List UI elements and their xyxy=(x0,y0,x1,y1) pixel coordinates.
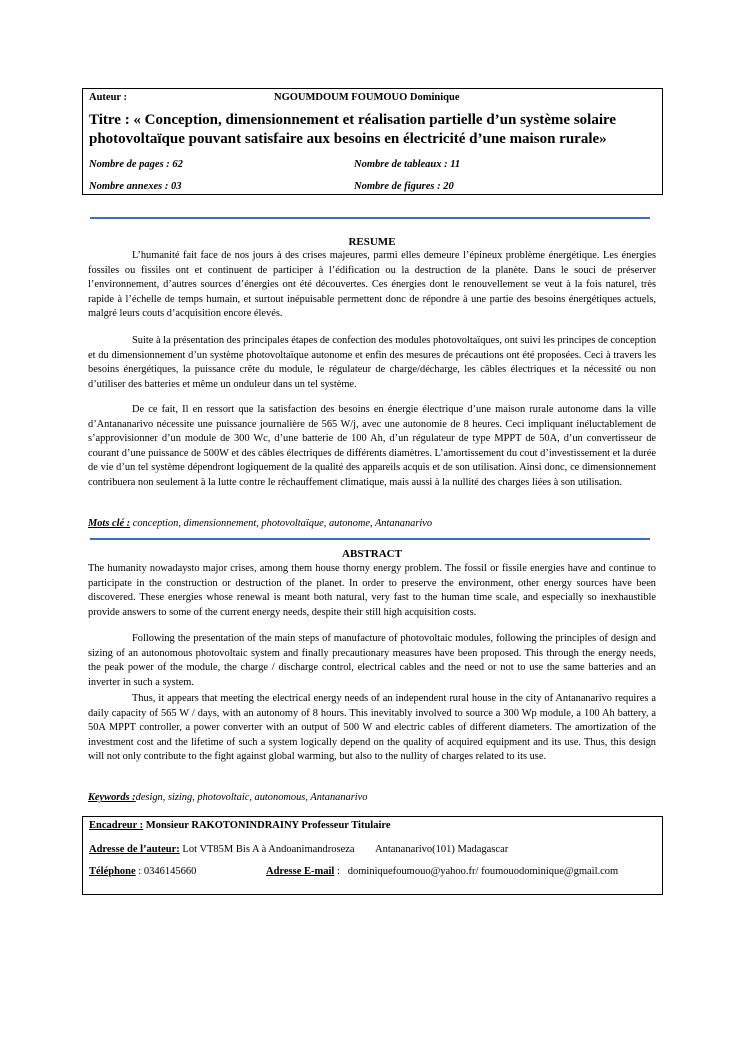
abstract-p1: The humanity nowadaysto major crises, among them house thorny energy problem. The fossil or fissile energies have and continue to participate in the construction or destruction of the planet. In order to preserve the environment, other energy sources have been discovered. These energies whose renewal is meant both natural, very fast to the human time scale, and especially so inexhaustible provide answers to some of the current energy needs, despite their still high acquisition costs. xyxy=(88,563,656,618)
supervisor-row xyxy=(89,820,391,831)
resume-keywords xyxy=(88,518,432,529)
document-title: Titre : « Conception, dimensionnement et réalisation partielle d’un système solaire photovoltaïque pouvant satisfaire aux besoins en électricité d’une maison rurale» xyxy=(89,112,617,147)
separator-line xyxy=(90,217,650,219)
page-count: Nombre de pages : 62 xyxy=(89,159,183,170)
resume-p2: Suite à la présentation des principales étapes de confection des modules photovoltaïques, ont suivi les principes de conception et du dimensionnement d’un système photovoltaïque autonome et enfin des mesures de précautions ont été proposées. Ceci à travers les besoins énergétiques, la puissance crête du module, le régulateur de charge/décharge, les câbles électriques et la nécessité ou non d’utiliser des batteries et même un onduleur dans un tel système. xyxy=(88,335,657,390)
supervisor-label: Encadreur : xyxy=(89,820,144,831)
separator-line xyxy=(90,538,650,540)
email-row xyxy=(266,866,618,877)
resume-heading: RESUME xyxy=(348,236,396,248)
abstract-paragraph xyxy=(88,692,656,765)
email-label: Adresse E-mail xyxy=(266,866,335,877)
keywords-text: conception, dimensionnement, photovoltaïque, autonome, Antananarivo xyxy=(130,518,433,529)
figure-count: Nombre de figures : 20 xyxy=(354,181,454,192)
keywords-label: Keywords : xyxy=(88,792,136,803)
email-address[interactable]: : dominiquefoumouo@yahoo.fr/ foumouodominique@gmail.com xyxy=(334,866,619,877)
abstract-p2: Following the presentation of the main steps of manufacture of photovoltaic modules, following the principles of design and sizing of an autonomous photovoltaic system and finally precautionary measures have been proposed. This through the energy needs, the peak power of the module, the charge / discharge control, electrical cables and the need or not to use the same batteries and an inverter in such a system. xyxy=(88,633,656,688)
address-row xyxy=(89,844,508,855)
annex-count: Nombre annexes : 03 xyxy=(89,181,182,192)
phone-label: Téléphone xyxy=(89,866,136,877)
abstract-keywords xyxy=(88,792,368,803)
address-text: Lot VT85M Bis A à Andoanimandroseza Antananarivo(101) Madagascar xyxy=(179,844,509,855)
keywords-text: design, sizing, photovoltaic, autonomous, Antananarivo xyxy=(135,792,368,803)
author-label: Auteur : xyxy=(89,92,128,103)
resume-paragraph xyxy=(88,249,656,322)
header-box xyxy=(82,88,663,195)
resume-paragraph xyxy=(88,403,656,491)
author-name: NGOUMDOUM FOUMOUO Dominique xyxy=(274,92,460,103)
resume-p1: L’humanité fait face de nos jours à des crises majeures, parmi elles demeure l’épineux problème énergétique. Les énergies fossiles ou fissiles ont et continuent de participer à l’édification ou la destruction de la planète. Dans le souci de préserver l’environnement, d’autres sources d’énergies ont été découvertes. Ces énergies dont le renouvellement se veut à la fois naturel, très rapide à l’échelle de temps humain, et surtout inépuisable permettent donc de répondre à une partie des besoins énergétiques actuels, malgré leurs couts d’acquisition encore élevés. xyxy=(88,250,656,320)
phone-row xyxy=(89,866,196,877)
abstract-paragraph xyxy=(88,632,656,690)
footer-box xyxy=(82,816,663,895)
supervisor-name: Monsieur RAKOTONINDRAINY Professeur Titulaire xyxy=(143,820,391,831)
address-label: Adresse de l’auteur: xyxy=(89,844,180,855)
resume-paragraph xyxy=(88,334,656,392)
resume-p3: De ce fait, Il en ressort que la satisfaction des besoins en énergie électrique d’une maison rurale autonome dans la ville d’Antananarivo nécessite une puissance journalière de 565 W/j, avec une autonomie de 8 heures. Ceci impliquant inéluctablement de s’approvisionner d’un module de 300 Wc, d’une batterie de 100 Ah, d’un régulateur de type MPPT de 50A, d’un convertisseur de courant d’une puissance de 500W et des câbles électriques de différents diamètres. L’amortissement du cout d’investissement et la durée de vie d’un tel système dépendront logiquement de la qualité des appareils acquis et de son utilisation. Ainsi donc, ce dimensionnement contribuera non seulement à la lutte contre le réchauffement climatique, mais aussi à la nullité des charges liées à son utilisation. xyxy=(88,404,656,488)
table-count: Nombre de tableaux : 11 xyxy=(354,159,461,170)
abstract-heading: ABSTRACT xyxy=(342,548,402,560)
abstract-paragraph xyxy=(88,562,656,620)
phone-number: : 0346145660 xyxy=(135,866,197,877)
abstract-p3: Thus, it appears that meeting the electrical energy needs of an independent rural house in the city of Antananarivo requires a daily capacity of 565 W / days, with an autonomy of 8 hours. This inevitably involved to source a 300 Wp module, a 100 Ah battery, a 50A MPPT controller, a power converter with an output of 500 W and electric cables of different diameters. The amortization of the investment cost and the lifetime of such a system logically depend on the quality of acquired equipment and its use. Thus, this design will not only contribute to the fight against global warming, but also to the nullity of charges related to its use. xyxy=(88,693,656,763)
keywords-label: Mots clé : xyxy=(88,518,131,529)
